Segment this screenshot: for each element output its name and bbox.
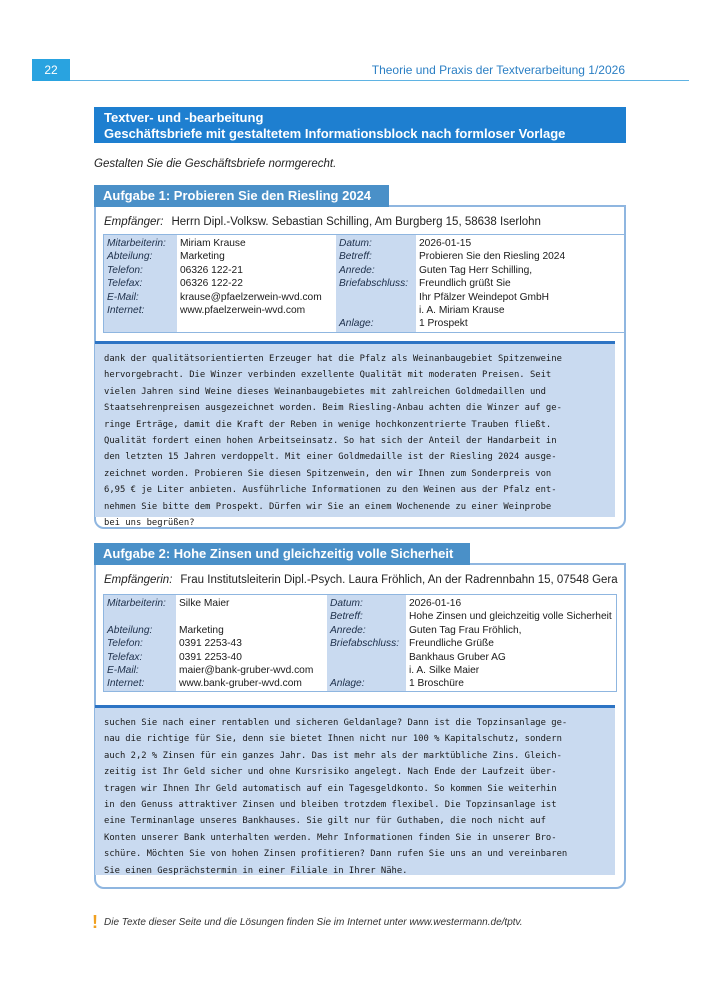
task-2-heading: Aufgabe 2: Hohe Zinsen und gleichzeitig volle Sicherheit (94, 543, 470, 565)
info-value: Guten Tag Frau Fröhlich, (409, 624, 522, 636)
info-value: 2026-01-15 (419, 238, 472, 249)
info-label: Betreff: (339, 251, 372, 263)
info-label: Anlage: (339, 318, 374, 330)
task-2-recipient-value: Frau Institutsleiterin Dipl.-Psych. Laura Fröhlich, An der Radrennbahn 15, 07548 Gera (180, 574, 618, 586)
task-1-letter-body (95, 341, 615, 529)
info-label: Datum: (330, 598, 363, 609)
info-value: i. A. Miriam Krause (419, 304, 505, 316)
body-line: ringe Erträge, damit die Kraft der Reben in wenige hochkonzentrierte Trauben fließt. (104, 419, 552, 430)
info-label: Betreff: (330, 611, 363, 623)
body-line: bei uns begrüßen? (104, 518, 195, 529)
body-line: nau die richtige für Sie, denn sie bietet Ihnen nicht nur 100 % Kapitalschutz, sondern (104, 734, 562, 745)
info-label: Telefon: (107, 264, 143, 276)
info-label: Anrede: (339, 264, 375, 276)
info-value: Marketing (180, 251, 225, 263)
task-1-recipient-value: Herrn Dipl.-Volksw. Sebastian Schilling, Am Burgberg 15, 58638 Iserlohn (171, 216, 541, 228)
body-line: Sie einen Gesprächstermin in einer Filiale in Ihrer Nähe. (104, 865, 408, 876)
task-1-heading: Aufgabe 1: Probieren Sie den Riesling 2024 (94, 185, 389, 207)
info-value: Probieren Sie den Riesling 2024 (419, 251, 566, 263)
body-line: Qualität fordert einen hohen Arbeitseinsatz. So hat sich der Anteil der Handarbeit in (104, 436, 557, 447)
section-title-line-1: Textver- und -bearbeitung (104, 110, 264, 125)
info-value (176, 610, 327, 623)
task-2-letter-body (95, 705, 615, 875)
task-1-left-values (177, 235, 336, 332)
info-label: E-Mail: (107, 291, 139, 303)
info-value: krause@pfaelzerwein-wvd.com (180, 291, 322, 303)
info-value: Ihr Pfälzer Weindepot GmbH (419, 291, 550, 303)
info-label (104, 317, 177, 330)
info-label: Anrede: (330, 624, 366, 636)
section-title-banner (94, 107, 626, 143)
info-label: Briefabschluss: (339, 278, 409, 290)
task-1-recipient-label: Empfänger: (104, 216, 164, 228)
page-number: 22 (32, 59, 70, 81)
header-divider (70, 80, 689, 81)
task-1-info-block (103, 234, 625, 333)
body-line: auch 2,2 % Zinsen für ein ganzes Jahr. Das ist mehr als der marktübliche Zins. Gleich- (104, 750, 562, 761)
footer-note: Die Texte dieser Seite und die Lösungen finden Sie im Internet unter www.westermann.de/tptv. (104, 917, 523, 928)
body-line: Staatsehrenpreisen ausgezeichnet worden. Beim Riesling-Anbau achten die Winzer auf ge- (104, 403, 562, 414)
body-line: hervorgebracht. Die Winzer verbinden exzellente Qualität mit moderaten Preisen. Seit (104, 370, 552, 381)
body-line: den letzten 15 Jahren verdoppelt. Mit einer Goldmedaille ist der Riesling 2024 ausge- (104, 452, 557, 463)
info-label (327, 664, 406, 677)
section-title-line-2: Geschäftsbriefe mit gestaltetem Informationsblock nach formloser Vorlage (104, 126, 566, 141)
info-value: Bankhaus Gruber AG (409, 651, 506, 663)
task-1-left-labels (104, 235, 177, 332)
info-value: 1 Broschüre (409, 678, 464, 690)
exclamation-icon: ! (92, 912, 98, 932)
info-value (177, 317, 336, 330)
info-label: Telefon: (107, 638, 143, 650)
info-label: Internet: (107, 678, 145, 690)
body-line: Konten unserer Bank unterhalten werden. Mehr Informationen finden Sie in unserer Bro- (104, 832, 557, 843)
info-value: 2026-01-16 (409, 598, 462, 609)
info-value: maier@bank-gruber-wvd.com (179, 664, 314, 676)
info-value: 06326 122-22 (180, 278, 243, 290)
info-value: www.bank-gruber-wvd.com (179, 678, 302, 690)
info-label: Internet: (107, 304, 145, 316)
body-line: nehmen Sie bitte dem Prospekt. Dürfen wir Sie an einem Wochenende zu einer Weinprobe (104, 501, 552, 512)
info-value: Hohe Zinsen und gleichzeitig volle Sicherheit (409, 611, 612, 623)
info-value: 0391 2253-43 (179, 638, 242, 650)
info-label: Anlage: (330, 678, 365, 690)
body-line: suchen Sie nach einer rentablen und sicheren Geldanlage? Dann ist die Topzinsanlage ge- (104, 718, 568, 728)
info-value: Miriam Krause (180, 238, 246, 249)
task-2-recipient (104, 574, 618, 586)
task-2-recipient-label: Empfängerin: (104, 574, 173, 586)
info-label: Datum: (339, 238, 372, 249)
info-value: i. A. Silke Maier (409, 664, 480, 676)
task-2-right-labels (327, 595, 406, 691)
info-label (104, 610, 176, 623)
info-label: Telefax: (107, 278, 143, 290)
info-label (327, 651, 406, 664)
instruction-text: Gestalten Sie die Geschäftsbriefe normgerecht. (94, 158, 337, 170)
task-2-left-values (176, 595, 327, 691)
info-label: Abteilung: (107, 624, 153, 636)
body-line: in den Genuss attraktiver Zinsen und bleiben trotzdem flexibel. Die Topzinsanlage ist (104, 800, 557, 811)
body-line: vielen Jahren sind Weine dieses Weinanbaugebietes mit zahlreichen Goldmedaillen und (104, 386, 546, 397)
info-value: www.pfaelzerwein-wvd.com (180, 304, 306, 316)
info-label: Abteilung: (107, 251, 153, 263)
info-value: 1 Prospekt (419, 318, 468, 330)
task-2-left-labels (104, 595, 176, 691)
info-value: Freundlich grüßt Sie (419, 278, 511, 290)
body-line: zeichnet worden. Probieren Sie diesen Spitzenwein, den wir Ihnen zum Sonderpreis von (104, 468, 552, 479)
info-value: 06326 122-21 (180, 264, 243, 276)
info-label: Mitarbeiterin: (107, 238, 166, 249)
body-line: tragen wir Ihnen Ihr Geld automatisch auf ein Tagesgeldkonto. So kommen Sie weiterhin (104, 783, 557, 794)
info-label (336, 304, 416, 317)
task-2-info-block (103, 594, 617, 692)
task-2-right-values (406, 595, 616, 691)
info-value: Freundliche Grüße (409, 638, 494, 650)
body-line: zeitig ist Ihr Geld sicher und ohne Kursrisiko angelegt. Nach Ende der Laufzeit über- (104, 767, 557, 778)
info-label: Briefabschluss: (330, 638, 400, 650)
info-label: Mitarbeiterin: (107, 598, 166, 609)
body-line: dank der qualitätsorientierten Erzeuger hat die Pfalz als Weinanbaugebiet Spitzenweine (104, 354, 562, 364)
info-label: Telefax: (107, 651, 143, 663)
body-line: schüre. Möchten Sie von hohen Zinsen profitieren? Dann rufen Sie uns an und vereinbaren (104, 849, 568, 860)
task-1-recipient (104, 216, 541, 228)
task-1-right-labels (336, 235, 416, 332)
info-label (336, 291, 416, 304)
info-value: Marketing (179, 624, 224, 636)
info-label: E-Mail: (107, 664, 139, 676)
body-line: eine Terminanlage unseres Bankhauses. Sie gilt nur für Guthaben, die noch nicht auf (104, 816, 546, 827)
info-value: Silke Maier (179, 598, 230, 609)
task-1-right-values (416, 235, 624, 332)
info-value: 0391 2253-40 (179, 651, 242, 663)
body-line: 6,95 € je Liter anbieten. Ausführliche Informationen zu den Weinen aus der Pfalz ent- (104, 485, 557, 496)
running-header-title: Theorie und Praxis der Textverarbeitung 1/2026 (371, 63, 625, 77)
info-value: Guten Tag Herr Schilling, (419, 264, 533, 276)
